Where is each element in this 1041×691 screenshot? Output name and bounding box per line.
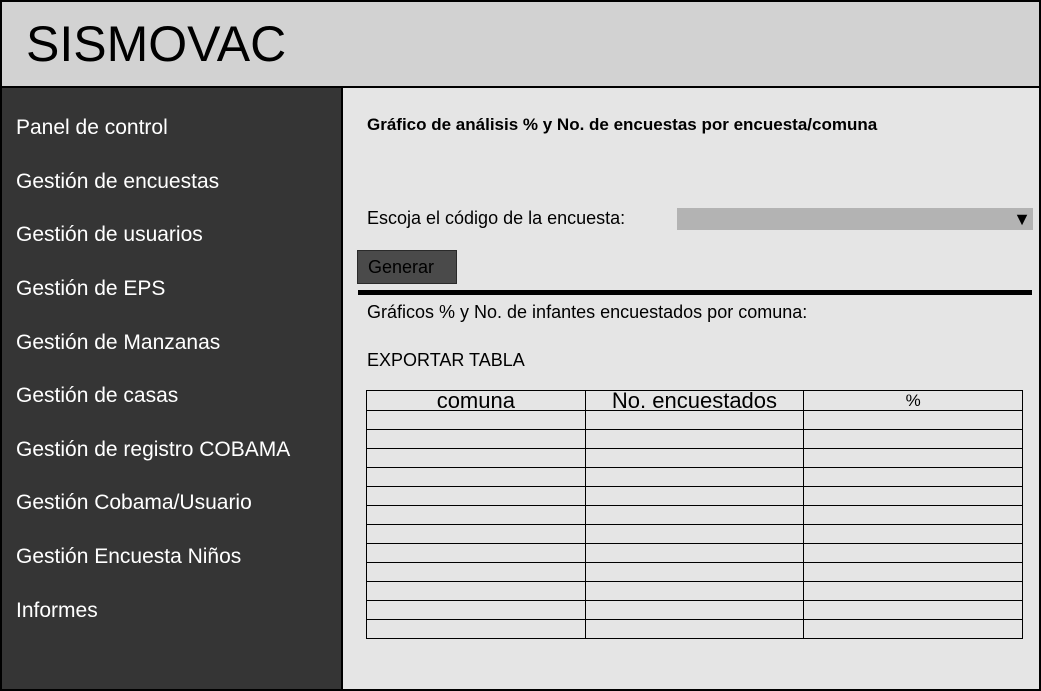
table-cell xyxy=(367,468,586,487)
sidebar-item-gestion-de-encuestas[interactable]: Gestión de encuestas xyxy=(16,170,220,193)
table-cell xyxy=(367,430,586,449)
table-cell xyxy=(367,449,586,468)
export-table-link[interactable]: EXPORTAR TABLA xyxy=(367,350,525,370)
table-cell xyxy=(367,563,586,582)
column-header-percent: % xyxy=(804,391,1023,411)
table-cell xyxy=(367,487,586,506)
table-row xyxy=(367,620,1023,639)
table-cell xyxy=(367,411,586,430)
table-row xyxy=(367,506,1023,525)
table-cell xyxy=(585,563,804,582)
table-cell xyxy=(804,430,1023,449)
survey-code-label: Escoja el código de la encuesta: xyxy=(367,208,626,228)
sidebar-item-gestion-encuesta-ninos[interactable]: Gestión Encuesta Niños xyxy=(16,545,242,568)
main-content xyxy=(343,88,1039,689)
sidebar-item-gestion-de-usuarios[interactable]: Gestión de usuarios xyxy=(16,223,203,246)
table-cell xyxy=(804,544,1023,563)
table-cell xyxy=(585,487,804,506)
table-cell xyxy=(804,411,1023,430)
table-cell xyxy=(585,601,804,620)
table-cell xyxy=(367,525,586,544)
table-cell xyxy=(367,601,586,620)
table-cell xyxy=(804,468,1023,487)
table-row xyxy=(367,525,1023,544)
table-cell xyxy=(804,563,1023,582)
sidebar-item-gestion-de-casas[interactable]: Gestión de casas xyxy=(16,384,179,407)
page-title: Gráfico de análisis % y No. de encuestas por encuesta/comuna xyxy=(367,115,878,134)
triangle-down-icon: ▼ xyxy=(1013,209,1031,229)
table-row xyxy=(367,544,1023,563)
table-row xyxy=(367,563,1023,582)
divider xyxy=(358,290,1032,295)
sidebar xyxy=(2,88,343,689)
section-label: Gráficos % y No. de infantes encuestados por comuna: xyxy=(367,302,808,322)
table-row xyxy=(367,411,1023,430)
table-cell xyxy=(367,506,586,525)
results-table xyxy=(366,390,1023,639)
table-cell xyxy=(585,544,804,563)
table-row xyxy=(367,449,1023,468)
table-cell xyxy=(585,449,804,468)
column-header-comuna: comuna xyxy=(367,391,586,411)
table-row xyxy=(367,430,1023,449)
table-cell xyxy=(585,411,804,430)
table-header-row xyxy=(367,391,1023,411)
table-cell xyxy=(585,525,804,544)
sidebar-item-gestion-de-eps[interactable]: Gestión de EPS xyxy=(16,277,166,300)
column-header-no-encuestados: No. encuestados xyxy=(585,391,804,411)
table-row xyxy=(367,487,1023,506)
table-row xyxy=(367,601,1023,620)
table-cell xyxy=(804,582,1023,601)
sidebar-item-panel-de-control[interactable]: Panel de control xyxy=(16,116,168,139)
table-cell xyxy=(585,468,804,487)
sidebar-item-gestion-cobama-usuario[interactable]: Gestión Cobama/Usuario xyxy=(16,491,252,514)
table-cell xyxy=(804,525,1023,544)
sidebar-item-informes[interactable]: Informes xyxy=(16,599,98,622)
table-row xyxy=(367,582,1023,601)
sidebar-item-gestion-de-manzanas[interactable]: Gestión de Manzanas xyxy=(16,331,221,354)
table-cell xyxy=(804,506,1023,525)
table-cell xyxy=(804,487,1023,506)
table-cell xyxy=(804,601,1023,620)
table-cell xyxy=(367,620,586,639)
table-cell xyxy=(585,506,804,525)
table-cell xyxy=(804,620,1023,639)
survey-code-select[interactable] xyxy=(677,208,1033,230)
table-row xyxy=(367,468,1023,487)
table-cell xyxy=(585,620,804,639)
table-cell xyxy=(367,582,586,601)
table-cell xyxy=(804,449,1023,468)
header xyxy=(2,2,1039,88)
table-cell xyxy=(585,430,804,449)
app-title: SISMOVAC xyxy=(26,16,287,72)
table-cell xyxy=(367,544,586,563)
sidebar-item-gestion-de-registro-cobama[interactable]: Gestión de registro COBAMA xyxy=(16,438,291,461)
table-cell xyxy=(585,582,804,601)
generate-button[interactable]: Generar xyxy=(357,250,457,284)
